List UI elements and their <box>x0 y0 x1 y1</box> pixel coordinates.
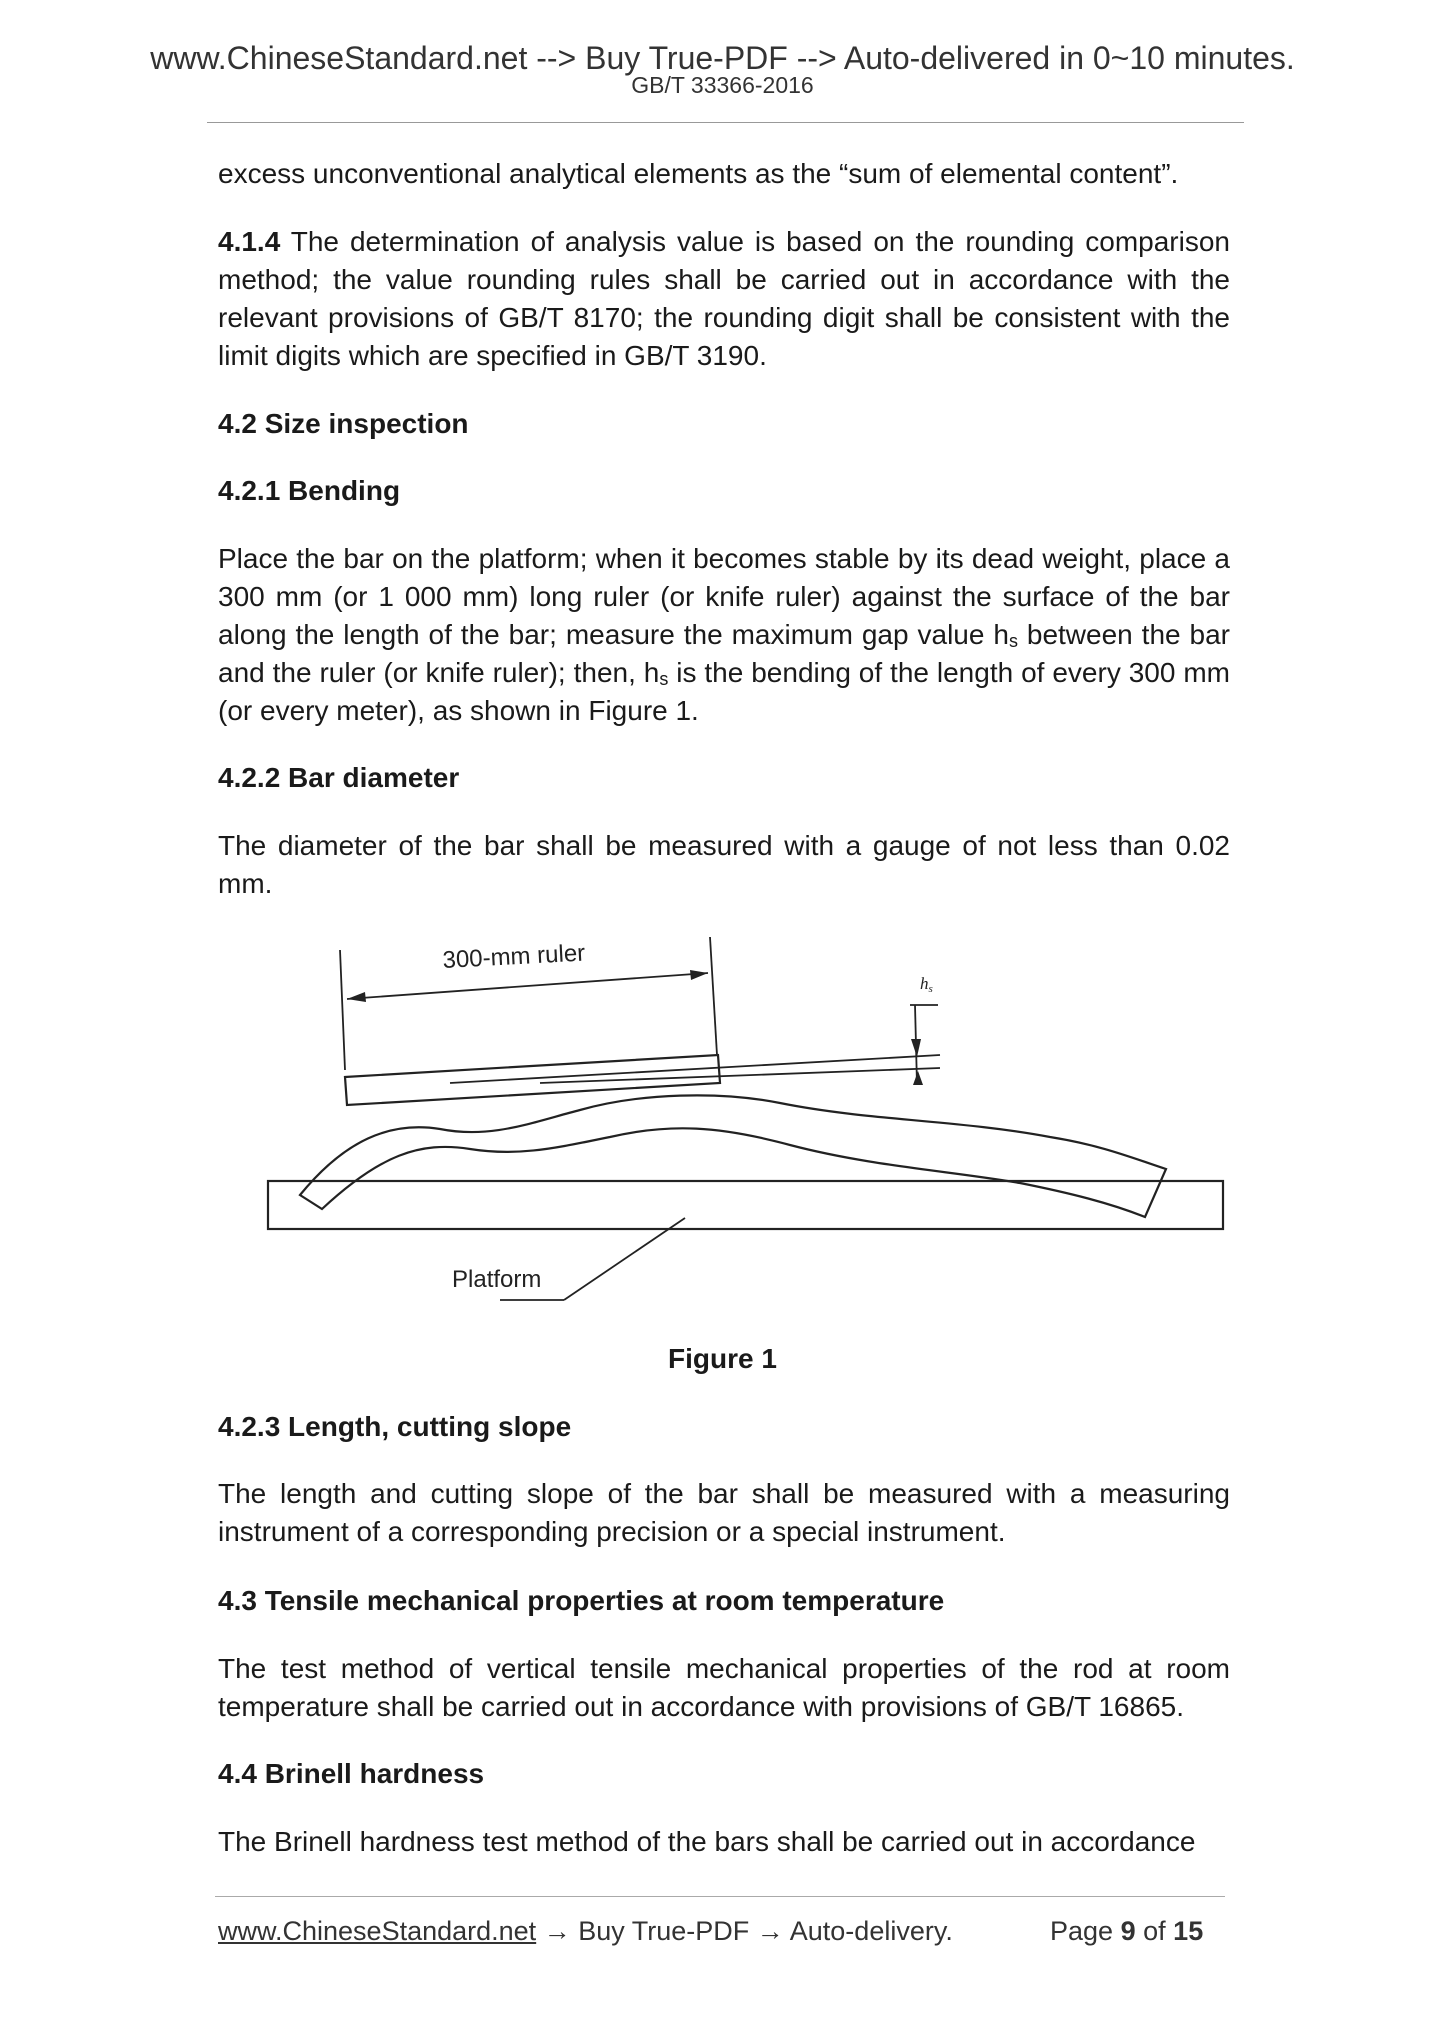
footer-arrow: → <box>749 1916 790 1946</box>
bent-bar <box>300 1095 1166 1217</box>
header-divider <box>207 122 1244 123</box>
hs-label: hs <box>920 974 933 995</box>
page-total: 15 <box>1173 1916 1204 1946</box>
heading-4-4: 4.4 Brinell hardness <box>218 1758 485 1789</box>
footer-links <box>218 1914 953 1948</box>
footer-site-link[interactable]: www.ChineseStandard.net <box>218 1916 537 1946</box>
document-code: GB/T 33366-2016 <box>631 72 814 98</box>
heading-4-3: 4.3 Tensile mechanical properties at room temperature <box>218 1585 945 1616</box>
platform-label: Platform <box>452 1266 542 1293</box>
footer-buy-text: Buy True-PDF <box>578 1916 750 1946</box>
ruler <box>345 1055 720 1105</box>
left-extension-line <box>340 950 345 1070</box>
section-4-2-1-paragraph <box>218 540 1230 730</box>
arrowhead-left <box>347 992 366 1002</box>
section-4-2-2-paragraph: The diameter of the bar shall be measured with a gauge of not less than 0.02 mm. <box>218 830 1230 899</box>
section-4-3-paragraph: The test method of vertical tensile mechanical properties of the rod at room temperature shall be carried out in accordance with provisions of GB/T 16865. <box>218 1653 1230 1722</box>
heading-4-2-1: 4.2.1 Bending <box>218 475 401 506</box>
section-4-1-4-paragraph <box>218 223 1230 375</box>
footer-divider <box>215 1896 1225 1897</box>
figure-caption: Figure 1 <box>668 1343 777 1374</box>
section-4-1-4-text: The determination of analysis value is based on the rounding comparison method; the value rounding rules shall be carried out in accordance with the relevant provisions of GB/T 8170; the rounding digit shall be consistent with the limit digits which are specified in GB/T 3190. <box>218 226 1230 371</box>
dimension-line <box>347 973 708 999</box>
right-extension-line <box>710 937 717 1055</box>
site-banner: www.ChineseStandard.net --> Buy True-PDF --> Auto-delivered in 0~10 minutes. <box>150 40 1295 76</box>
page-indicator <box>1050 1914 1203 1948</box>
ruler-label: 300-mm ruler <box>441 939 586 974</box>
hs-subscript: s <box>659 669 669 689</box>
p421-part-c: is the bending of the length of every 300 mm (or every meter), as shown in Figure 1. <box>218 657 1230 726</box>
ruler-bottom-extension <box>540 1068 940 1083</box>
platform-leader <box>564 1218 685 1300</box>
of-word: of <box>1143 1916 1166 1946</box>
page-word: Page <box>1050 1916 1114 1946</box>
hs-subscript: s <box>1008 631 1018 651</box>
figure-1-bending-diagram <box>250 925 1240 1315</box>
p421-part-a: Place the bar on the platform; when it becomes stable by its dead weight, place a 300 mm (or 1 000 mm) long ruler (or knife ruler) against the surface of the bar along the length of the bar; measure the maximum gap value h <box>218 543 1230 650</box>
arrowhead-right <box>690 970 708 980</box>
intro-paragraph: excess unconventional analytical elements as the “sum of elemental content”. <box>218 158 1179 189</box>
heading-4-2: 4.2 Size inspection <box>218 408 469 439</box>
section-4-4-paragraph: The Brinell hardness test method of the bars shall be carried out in accordance <box>218 1826 1196 1857</box>
ruler-top-extension <box>450 1055 940 1083</box>
p421-part-b: between the bar and the ruler (or knife ruler); then, h <box>218 619 1231 688</box>
heading-4-2-2: 4.2.2 Bar diameter <box>218 762 460 793</box>
footer-arrow: → <box>536 1916 579 1946</box>
heading-4-2-3: 4.2.3 Length, cutting slope <box>218 1411 572 1442</box>
section-4-2-3-paragraph: The length and cutting slope of the bar shall be measured with a measuring instrument of a corresponding precision or a special instrument. <box>218 1478 1230 1547</box>
platform <box>268 1181 1223 1229</box>
footer-auto-text: Auto-delivery. <box>789 1916 953 1946</box>
section-4-1-4-number: 4.1.4 <box>218 226 281 257</box>
page-number: 9 <box>1120 1916 1136 1946</box>
hs-arrow-up <box>913 1071 923 1085</box>
